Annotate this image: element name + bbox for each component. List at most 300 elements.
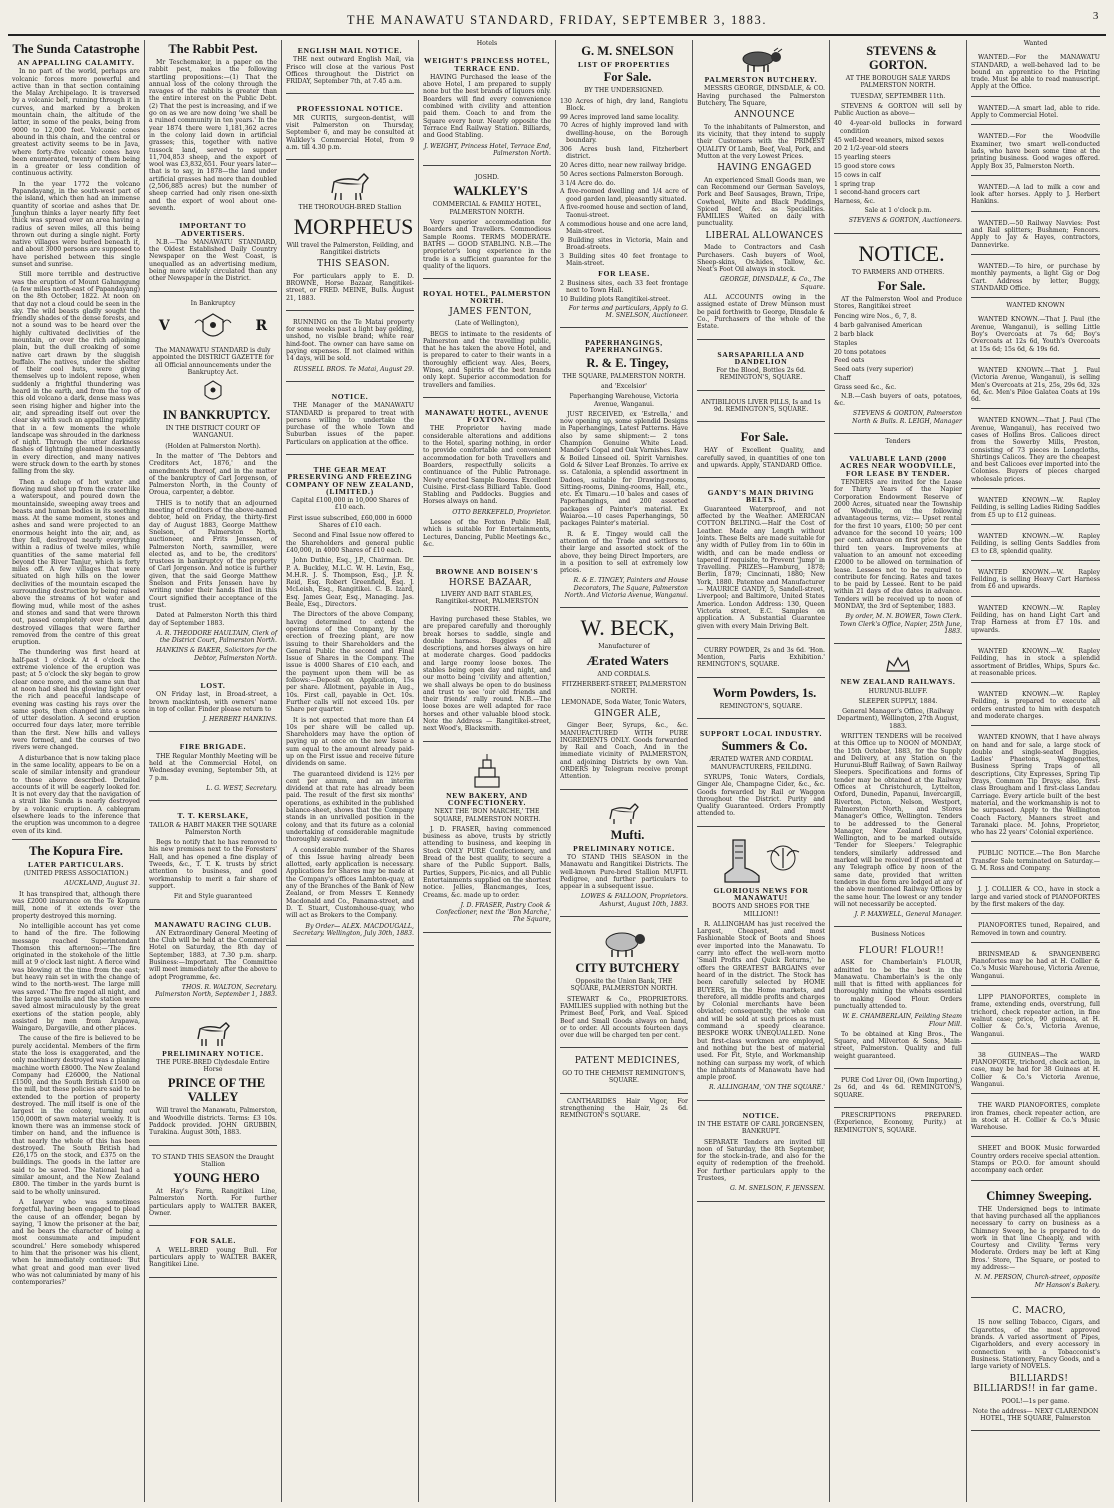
ad-title: PATENT MEDICINES, xyxy=(574,1056,681,1067)
horse-icon xyxy=(602,801,646,825)
letter-v-glyph: V xyxy=(158,318,170,335)
for-sale-title: For Sale. xyxy=(740,430,789,445)
ad-gandy-belts xyxy=(697,482,825,639)
ad-title: GLORIOUS NEWS FOR MANAWATU! xyxy=(713,885,809,902)
gazette-line: The MANAWATU STANDARD is duly appointed the DISTRICT GAZETTE for all Official announcements under the Bankruptcy Act. xyxy=(152,346,274,376)
ad-title: PRELIMINARY NOTICE. xyxy=(162,1048,264,1058)
ad-lead: TO STAND THIS SEASON the Draught Stallion xyxy=(151,1153,275,1168)
ad-subtitle: AT THE BOROUGH SALE YARDS PALMERSTON NORTH. xyxy=(845,75,951,90)
ad-title: MANAWATU HOTEL, AVENUE FOXTON. xyxy=(425,407,549,425)
proprietor-name: JAMES FENTON, xyxy=(449,306,532,317)
wanted-known-ad: WANTED KNOWN.—W. Rapley Feilding, is prepared to execute all orders entrusted to him with despatch and moderate charges. xyxy=(971,687,1100,726)
ad-flour xyxy=(834,942,962,1069)
ad-body: CURRY POWDER, 2s and 3s 6d. 'Hon. Mention, Paris Exhibition.' REMINGTON'S, SQUARE. xyxy=(697,646,825,669)
ad-body: The guaranteed dividend is 12½ per cent per annum, and an interim dividend at that rate has already been paid. The result of the first six months' operations, as exhibited in the published balance-sheet, shows that the Company stands in an unrivalled position in the colony, and that its future as a colonial undertaking of considerable magnitude thoroughly assured. xyxy=(286,770,414,844)
property-item: 3 1/4 Acre do. do. xyxy=(560,179,616,187)
ad-curry xyxy=(697,643,825,678)
sheet-music-ad: SHEET and BOOK Music forwarded Country orders receive special attention. Stamps or P.O.O. for amount should accompany each order. xyxy=(971,1141,1100,1180)
ad-lead: JOSHD. xyxy=(475,174,499,182)
ad-royal-hotel xyxy=(423,283,551,398)
sale-item: Chaff xyxy=(834,375,851,383)
firm-name: C. MACRO, xyxy=(1012,1305,1066,1316)
section-label: WANTED KNOWN xyxy=(1006,302,1065,310)
horse-icon xyxy=(188,1019,238,1047)
bull-icon xyxy=(736,47,786,73)
bankruptcy-body: THIS is to notify that an adjourned meeting of creditors of the above-named debtor, held on Friday, the thirty-first day of August 1883, George Matthew Snelson, of Palmerston North, auctioneer, and Frits Jenssen, of Palmerston North, sawmiller, were elected as, and to be, the creditors' trustees in bankruptcy of the property of Carl Jorgenson. And notice is further given, that the said George Matthew Snelson and Frits Jenssen have by writing under their hands filed in this Court signified their acceptance of the trust. xyxy=(149,499,277,609)
section-label: Hotels xyxy=(476,40,498,47)
article-paragraph: In no part of the world, perhaps are volcanic forces more powerful and active than in that section containing the Malay Archipelago. It is traversed by a volcanic belt, running through it in curves, and marked by a broken mountain chain, the altitude of the latter, in some of the peaks, being from 9000 to 12,000 feet. Volcanic cones abound in this chain, and the central or greatest activity seems to be in Java, where forty-five volcanic cones have been enumerated, twenty of them being in a greater or less condition of continuous activity. xyxy=(12,68,140,178)
wedding-cake-icon xyxy=(467,753,507,789)
lease-item: 10 Building plots Rangitikei-street. xyxy=(560,295,671,303)
court-name: IN THE DISTRICT COURT OF WANGANUI. xyxy=(165,425,261,440)
stallion-name: YOUNG HERO xyxy=(173,1171,260,1186)
royal-arms-icon xyxy=(194,379,232,405)
property-item: 20 Acres ditto, near new railway bridge. xyxy=(560,161,687,169)
ad-title: IMPORTANT TO ADVERTISERS. xyxy=(179,221,247,238)
ad-signature: J. D. FRASER, Pastry Cook & Confectioner, next the 'Bon Marche,' The Square, xyxy=(435,901,551,924)
crown-crest-icon xyxy=(883,655,913,675)
ad-signature: STEVENS & GORTON, Palmerston North & Bulls. R. LEIGH, Manager xyxy=(852,410,962,425)
ad-tail: ALL ACCOUNTS owing in the assigned estate of Drew Munson must be paid forthwith to George, Dinsdale & Co., Purchasers of the whole of the Estate. xyxy=(697,294,825,331)
article-paragraph: In the year 1772 the volcano Papandayang, in the south-west part of the island, which then had an immense quantity of scoriae and ashes that Dr. Junghun thinks a layer nearly fifty feet thick was spread over an area having a radius of seven miles, all this being thrown out during a single night. Forty native villages were buried beneath it, and about 3000 persons are supposed to have perished between this single sunset and sunrise. xyxy=(12,180,140,269)
court-sub: (Holden at Palmerston North). xyxy=(165,442,261,450)
ad-farmers-notice xyxy=(834,238,962,434)
in-bankruptcy-title: IN BANKRUPTCY. xyxy=(162,408,271,423)
ad-railways xyxy=(834,648,962,927)
ad-young-hero xyxy=(149,1150,277,1227)
sale-item: Fencing wire Nos., 6, 7, 8. xyxy=(834,313,917,321)
ad-title: PROFESSIONAL NOTICE. xyxy=(296,104,404,114)
ad-summers xyxy=(697,723,825,827)
ad-body: Made to Contractors and Cash Purchasers. Cash buyers of Wool, Sheep-skins, Ox-hides, Tallow, &c. Neat's Foot Oil always in stock. xyxy=(697,244,825,274)
wanted-known-ad: WANTED KNOWN.—W. Rapley Feilding, is selling Ladies Riding Saddles from £5 up to £12 guineas. xyxy=(971,493,1100,525)
ad-lead: THE PURE-BRED Clydesdale Entire Horse xyxy=(156,1058,270,1074)
ad-bankruptcy xyxy=(149,296,277,671)
ad-signature: GEORGE, DINSDALE, & Co., The Square. xyxy=(719,276,825,291)
ad-body: Will travel the Palmerston, Feilding, and Rangitikei districts xyxy=(286,241,414,256)
ad-title: LOST. xyxy=(200,681,226,690)
ad-macro-tobacco xyxy=(971,1302,1100,1431)
ad-body: WRITTEN TENDERS will be received at this Office up to NOON of MONDAY, the 15th October, 1883, for the Supply and Delivery, at any Station on the Hurunui-Bluff Railway, of Sawn Railway Sleepers. Specifications and forms of tender may be obtained at the Railway Offices at Christchurch, Lyttelton, Oxford, Dunedin, Papanui, Invercargill, Riverton, Picton, Nelson, Westport, Palmerston North, and Stores Manager's Office, Wellington. Tenders to be addressed to the General Manager, New Zealand Railways, Wellington, and to be marked outside 'Tender for Sleepers.' Telegraphic tenders, similarly addressed and marked will be received if presented at any Telegraph office by noon of the same date, provided that written tenders in due form are lodged at any of the above mentioned Railway Offices by the same hour. The lowest or any tender will not necessarily be accepted. xyxy=(834,733,962,908)
piano-ad: J. J. COLLIER & CO., have in stock a large and varied stock of PIANOFORTES by the first makers of the day. xyxy=(971,882,1100,914)
ad-signature: THOS. R. WALTON, Secretary. Palmerston North, September 1, 1883. xyxy=(155,983,277,999)
for-sale-title: For Sale. xyxy=(603,70,652,85)
stock-item: 15 cows in calf xyxy=(834,171,881,179)
ad-signature: R. ALLINGHAM, 'ON THE SQUARE.' xyxy=(708,1084,825,1092)
piano-ad: LIPP PIANOFORTES, complete in frame, extending ends, overstrung, full trichord, check repeater action, in fine walnut case; price, 90 guineas, at H. Collier & Co.'s, Victoria Avenue, Wanganui. xyxy=(971,990,1100,1044)
ad-title: T. T. KERSLAKE, xyxy=(177,811,249,821)
ad-title: NOTICE. xyxy=(331,391,369,401)
ad-valuable-land xyxy=(834,448,962,644)
for-sale-title: For Sale. xyxy=(877,278,926,293)
capital-line: Capital £100,000 in 10,000 Shares of £10 each. xyxy=(291,497,409,512)
product-line: LEMONADE, Soda Water, Tonic Waters, xyxy=(561,698,687,706)
ad-new-bakery xyxy=(423,746,551,933)
ad-body: R. & E. Tingey would call the attention of the Trade and settlers to their large and assorted stock of the above, they being Direct Importers, are in a position to sell at extremely low prices. xyxy=(560,530,688,575)
ad-lead: AT the Palmerston Wool and Produce Stores, Rangitikei street xyxy=(834,295,962,311)
ad-season: THIS SEASON. xyxy=(317,259,390,270)
property-item: 99 Acres improved land same locality. xyxy=(560,113,679,121)
wanted-ad: WANTED.—A smart lad, able to ride. Apply to Commercial Hotel. xyxy=(971,101,1100,126)
ad-body: BEGS to intimate to the residents of Palmerston and the travelling public, that he has taken the above Hotel, and is prepared to cater to their wants in a thoroughly efficient way. Ales, Beers, Wines, and Spirits of the best brands only kept. Superior accommodation for travellers and families. xyxy=(423,330,551,389)
ad-estate-notice xyxy=(697,1105,825,1202)
ad-tingey xyxy=(560,332,688,608)
ad-body: Ginger Beer, Syrups, &c., &c. MANUFACTURED WITH PURE INGREDIENTS ONLY. Goods forwarded by Rail and Coach, And in the immediate vicinity of PALMERSTON, and adjoining Districts by own Van. ORDERS by Telegram receive prompt Attention. xyxy=(560,722,688,781)
property-item: A five-roomed dwelling and 1/4 acre of good garden land, pleasantly situated. xyxy=(560,188,688,203)
ad-body: MESSRS GEORGE, DINSDALE, & CO. Having purchased the Palmerston Butchery, The Square, xyxy=(697,85,825,107)
ad-body: TO STAND THIS SEASON in the Manawatu and Rangitikei Districts. The well-known Pure-bred Stallion MUFTI. Pedigree, and further particulars to appear in a subsequent issue. xyxy=(560,853,688,891)
boot-cut xyxy=(697,838,825,884)
ad-body: Second and Final Issue now offered to the Shareholders and general public £40,000, in 4000 Shares of £10 each. xyxy=(286,532,414,554)
divider xyxy=(12,839,140,840)
article-paragraph: A lawyer who was sometimes forgetful, having been engaged to plead the cause of an offender, began by saying, 'I know the prisoner at the bar, and he bears the character of being a most consummate and impudent scoundrel.' Here somebody whispered to him that the prisoner was his client, when he immediately continued: 'But what great and good man ever lived who was not calumniated by many of his contemporaries?' xyxy=(12,1198,140,1287)
stallion-name: MORPHEUS xyxy=(293,213,414,239)
ad-body: An experienced Small Goods man, we can Recommend our German Saveloys, Pork and Beef Sausages, Brawn, Tripe, Cowheel, White and Black Puddings, Spiced Beef, &c. as Specialities. FAMILIES Waited on daily with punctuality. xyxy=(697,176,825,228)
ad-body: HAVING Purchased the lease of the above Hotel, I am prepared to supply none but the best brands of liquors only. Boarders will find every convenience combined with civility and attention paid them. Coach to and from the Square every hour. Nearly opposite the Terrace End Railway Station. Billiards, and Good Stabling. xyxy=(423,73,551,140)
ad-signature: RUSSELL BROS. Te Matai, August 29. xyxy=(293,365,414,373)
ad-title: MANAWATU RACING CLUB. xyxy=(154,919,272,929)
ad-subtitle: BOOTS AND SHOES FOR THE MILLION!! xyxy=(712,903,810,918)
stock-item: 40 4-year-old bullocks in forward condition xyxy=(834,120,962,135)
article-paragraph: A disturbance that is now taking place in the same locality, appears to be on a scale of similar intensity and grandeur to those above described. Detailed accounts of it will be eagerly looked for. It is not every day that the navigation of a strait like Sunda is nearly destroyed by a volcanic eruption. A cablegram elsewhere leads to the inference that the eruption was uncommon to a degree even of its kind. xyxy=(12,754,140,835)
ad-body: THE Proprietor having made considerable alterations and additions to the Hotel, sparing nothing, in order to provide comfortable and convenient accommodation for both Travellers and Boarders, respectfully solicits a continuance of the Public Patronage. Newly erected Sample Rooms. Excellent Cuisine. First-class Billiard Table. Good Stabling and Paddocks. Buggies and Horses always on hand. xyxy=(423,425,551,506)
bankruptcy-signature: A. R. THEODORE HAULTAIN, Clerk of the District Court, Palmerston North. xyxy=(156,629,277,645)
ad-signature: LOWES & FALLOON, Proprietors. Ashurst, August 10th, 1883. xyxy=(581,893,688,908)
ad-body: SEPARATE Tenders are invited till noon of Saturday, the 8th September, for the stock-in-trade, and also for the equity of redemption of the freehold. For further particulars apply to the Trustees, xyxy=(697,1138,825,1183)
ad-body: Having purchased these Stables, we are prepared carefully and thoroughly break horses to saddle, single and double harness. Buggies of all descriptions, and horses always on hire at moderate charges. Good paddocks and large roomy loose boxes. The stables being open day and night, and our motto being 'civility and attention,' we shall always be open to do business and trust to see 'our old friends and their friends' rally round. N.B.—The loose boxes are well adapted for race horses and other valuable blood stock. Note the Address — Rangitikei-street, next Wood's, Blacksmith. xyxy=(423,615,551,733)
sale-time: Sale at 1 o'clock p.m. xyxy=(864,206,932,214)
ad-subtitle: HURUNUI-BLUFF. xyxy=(868,687,928,695)
hotel-name: WALKLEY'S xyxy=(453,184,528,199)
horse-icon xyxy=(322,171,378,201)
article-paragraph: It has transpired that, although there was £2000 insurance on the Te Kopura mill, none of it extends over the property destroyed this morning. xyxy=(12,890,140,920)
ad-title: FLOUR! FLOUR!! xyxy=(858,945,945,956)
ad-body: HAY of Excellent Quality, and carefully saved, in quantities of one ton and upwards. Apply, STANDARD Office. xyxy=(697,447,825,469)
firm-address: Note the address— NEXT CLARENDON HOTEL, THE SQUARE, Palmerston xyxy=(972,1407,1099,1423)
property-item: 3 Building sites 40 feet frontage to Main-street. xyxy=(560,252,688,268)
stock-item: 1 second-hand grocers cart xyxy=(834,189,921,197)
horse-cut xyxy=(286,171,414,201)
ad-stallion-prince xyxy=(149,1012,277,1146)
ad-signature: N. M. PERSON, Church-street, opposite Mr Hanson's Bakery. xyxy=(974,1274,1100,1289)
ad-body: JUST RECEIVED, ex 'Estrella,' and now opening up, some splendid Designs in Paperhangings, Latest Patterns. Have also by same shipment:— 2 tons Champion Genuine White Lead. Mander's Copal and Oak Varnishes. Raw & Boiled Linseed oil. Spirit Varnishes. Gold & Silver Leaf Bronzes. To arrive ex ss. Catalonia, a splendid assortment in Dadoes, suitable for Drawing-rooms, Sitting-rooms, Dining-rooms, Hall, etc., etc. Ex Timaru.—10 bales and cases of Paperhangings, and 200 assorted packages of Painter's material. Ex Waiaroa.—10 cases Paperhangings, 50 packages Painter's material. xyxy=(560,410,688,528)
press-association: (UNITED PRESS ASSOCIATION.) xyxy=(23,870,129,878)
ad-body: SYRUPS, Tonic Waters, Cordials, Ginger Ale, Champagne Cider, &c., &c. Goods forwarded by Rail or Waggon throughout the District. Purity and Quality Guaranteed. Orders Promptly attended to. xyxy=(697,773,825,818)
column-3 xyxy=(282,40,419,1502)
property-item: 50 Acres sections Palmerston Borough. xyxy=(560,170,684,178)
ad-body: THE Regular Monthly Meeting will be held at the Commercial Hotel, on Wednesday evening, September 5th, at 7 p.m. xyxy=(149,752,277,782)
sheep-icon xyxy=(598,928,650,958)
ad-body: PURE Cod Liver Oil, (Own Importing,) 2s 6d, and 4s 6d. REMINGTON'S, SQUARE. xyxy=(834,1077,962,1099)
firm-excelsior: and 'Excelsior' xyxy=(601,383,647,390)
wanted-known-ad: WANTED KNOWN.—That J. Paul (The Avenue, Wanganui), has received two cases of Hollins Bros. Calicoes direct from the Sowerby Mills, Preston, consisting of 73 pieces in Longcloths, Shirtings Calicos. They are the cheapest and best Calicoes ever imported into the Colonies. Buyers of pieces charged wholesale prices. xyxy=(971,413,1100,489)
ad-city-butchery xyxy=(560,921,688,1048)
product-line: GINGER ALE, xyxy=(594,708,661,719)
property-item: 130 Acres of high, dry land, Rangiotu Block. xyxy=(560,97,688,112)
section-label: Tenders xyxy=(885,437,911,445)
ad-title: GANDY'S MAIN DRIVING BELTS. xyxy=(707,488,815,505)
ad-body: THE Undersigned begs to intimate that having purchased all the appliances necessary to carry on business as a Chimney Sweep, he is prepared to do work in that line Cheaply, and with Courtesy and Civility. Terms very Moderate. Orders may be left at King Bros.' Store, The Square, or posted to my address:— xyxy=(971,1205,1100,1272)
article-paragraph: Then a deluge of hot water and flowing mud shot up from the crater like a waterspout, and poured down the mountainside, sweeping away trees and beasts and human bodies in its seething mass. At the same moment, stones and ashes and sand were projected to an enormous height into the air, and, as they fell, destroyed nearly everything within a radius of twelve miles, while quantities of the same material fell beyond the River Tanjur, which is forty miles off. A few villages that were situated on high hills on the lower declivities of the mountain escaped the surrounding destruction by being raised above the streams of hot water and flowing mud, while most of the ashes and stones and sand that were thrown out, passed completely over them, and destroyed villages that were farther removed from the centre of this great eruption. xyxy=(12,478,140,647)
proprietor-late: (Late of Wellington), xyxy=(454,320,520,328)
ad-signature: L. G. WEST, Secretary. xyxy=(206,784,277,792)
ad-lead: THE THOROUGH-BRED Stallion xyxy=(298,204,402,212)
ad-subtitle: HAVING ENGAGED xyxy=(717,163,812,174)
masthead-title: THE MANAWATU STANDARD, FRIDAY, SEPTEMBER 3, 1883. xyxy=(346,12,768,27)
ad-body: At Hay's Farm, Rangitikei Line, Palmerston North. For further particulars apply to WALTER BAKER, Owner. xyxy=(149,1188,277,1218)
column-2 xyxy=(145,40,282,1502)
column-7 xyxy=(830,40,967,1502)
ad-title: THE GEAR MEAT PRESERVING AND FREEZING COMPANY OF NEW ZEALAND, (LIMITED.) xyxy=(286,465,414,496)
rail-office: General Manager's Office, (Railway Department), Wellington, 27th August, 1883. xyxy=(837,708,959,730)
ad-title: NEW ZEALAND RAILWAYS. xyxy=(840,677,956,687)
ad-subtitle: BY THE UNDERSIGNED. xyxy=(584,87,664,95)
sale-date: TUESDAY, SEPTEMBER 11th. xyxy=(850,92,946,100)
ad-body: Guaranteed Waterproof, and not affected by the Weather. AMERICAN COTTON BELTING.—Half the Cost of Leather. Made any Length without Joints. These Belts are made suitable for any width of Pulley from 1in to 60in in width, and can be made endless or tapered if requisite, to Prevent 'Jump' in Travelling. PRIZES—Hamburg, 1878; Berlin, 1879; Cincinnati, 1880; New York, 1880. Patentee and Manufacturer— MAURICE GANDY, 5, Sandell-street, Liverpool; and Baltimore, United States America. London Address: 130, Queen Victoria street, E.C. Samples on application. A Substantial Guarantee given with every Main Driving Belt. xyxy=(697,505,825,630)
ad-sarsaparilla xyxy=(697,344,825,391)
property-item: 70 Acres of highly improved land with dwelling-house, on the Borough boundary. xyxy=(560,122,688,145)
page-number: 3 xyxy=(1092,10,1100,22)
ad-body: TENDERS are invited for the Lease for Thirty Years of the Napier Corporation Endowment Reserve of 2000 Acres, situated near the Township of Woodville, on the following advantageous terms, viz:— Upset rental for the first 10 years, £100; 50 per cent advance for the second 10 years; 100 per cent. advance on first price for the third ten years. Improvements at valuation to an amount not exceeding £2000 to be allowed on termination of lease. Lessees not to be required to contribute for fencing. Rates and taxes to be paid by Lessee. Rent to be paid within 21 days of due dates in advance. Tenders will be received up to noon of MONDAY, the 3rd of September, 1883. xyxy=(834,478,962,611)
article-paragraph: Mr Teschemaker, in a paper on the rabbit pest, makes the following startling propositions:—(1) That the annual loss of the colony through the ravages of the rabbits is greater than the entire interest on the Public Debt. (2) That the pest is increasing, and if we go on as we are now doing 'we shall be a ruined community in ten years.' In the year 1874 there were 1,181,362 acres in the colony laid down in artificial grasses; this, together with native tussock land, served to support 11,704,853 sheep, and the export of wool was £3,832,651. Four years later—that is to say, in 1878—the land under artificial grasses had more than doubled (2,506,885 acres) but the number of sheep carried had only risen one-sixth and the export of wool about one-seventh. xyxy=(149,59,277,212)
ad-body: AN Extraordinary General Meeting of the Club will be held at the Commercial Hotel on Saturday, the 8th day of September, 1883, at 7.30 p.m. sharp. Business:—Important. The Committee will meet immediately after the above to adopt Programme, &c. xyxy=(149,929,277,981)
ad-morpheus xyxy=(286,164,414,311)
royal-arms-pair xyxy=(149,311,277,343)
ad-cantharides: CANTHARIDES Hair Vigor, For strengthening the Hair, 2s 6d. REMINGTON'S SQUARE. xyxy=(560,1097,688,1120)
ad-body: MR CURTIS, surgeon-dentist, will visit Palmerston on Thursday, September 6, and may be consulted at Walkley's Commercial Hotel, from 9 a.m. till 4.30 p.m. xyxy=(286,114,414,151)
ad-title: NEW BAKERY, AND CONFECTIONERY. xyxy=(446,790,528,807)
column-1 xyxy=(8,40,145,1502)
section-label: In Bankruptcy xyxy=(190,299,236,307)
ad-walkleys xyxy=(423,170,551,279)
ad-subtitle: SLEEPER SUPPLY, 1884. xyxy=(858,697,938,705)
ad-allingham-boots xyxy=(697,831,825,1101)
ad-signature: For terms and particulars, Apply to G. M. SNELSON, Auctioneer. xyxy=(568,304,688,319)
ad-prescriptions: PRESCRIPTIONS PREPARED. (Experience, Economy, Purity.) at REMINGTON'S, SQUARE. xyxy=(834,1111,962,1134)
ad-body: R. ALLINGHAM has just received the Largest, Cheapest, and most Fashionable Stock of Boots and Shoes ever imported into the Manawatu. To carry into effect the well-worn motto 'Small Profits and Quick Returns,' he offers the GREATEST BARGAINS ever heard of in the district. The Stock has been carefully selected by HOME BUYERS, in the Home markets, and therefore, all middle profits and charges by Colonial merchants have been obviated; consequently, the whole can and will be sold at such prices as must command a speedy clearance. BESPOKE WORK UNEQUALLED. None but first-class workmen are employed, and nothing but the best of material used. For Fit, Style, and Workmanship nothing can surpass my work, of which the inhabitants of Manawatu have had ample proof. xyxy=(697,920,825,1082)
ad-notice-manager xyxy=(286,386,414,455)
ad-body: A considerable number of the Shares of this Issue having already been allotted, early application is necessary. Applications for Shares may be made at the Company's offices Lambton-quay, at any of the Branches of the Bank of New Zealand, or from Messrs T. Kennedy Macdonald and Co., Panama-street, and D. T. Stuart, Customhouse-quay, who will act as Brokers to the Company. xyxy=(286,846,414,920)
wanted-ad: WANTED.—A lad to milk a cow and look after horses. Apply to J. Herbert Hankins. xyxy=(971,180,1100,212)
ad-liver-pills xyxy=(697,395,825,423)
ad-manawatu-hotel xyxy=(423,402,551,557)
article-paragraph: No intelligible account has yet come to hand of the fire. The following message reached Superintendant Thomson this afternoon:—'The fire originated in the stokehole of the little mill at 9 o'clock last night. A fierce wind was blowing at the time from the east; but heavy rain set in with the change of wind to the north-west. The large mill was saved.' The fire raged all night, and the large sawmills and the station were saved almost miraculously by the great exertions of the station people, ably assisted by men from Arapawa, Waingaro, Dargaville, and other places. xyxy=(12,922,140,1033)
sale-item: Feed oats xyxy=(834,357,865,365)
ad-signature: OTTO BERKEFELD, Proprietor. xyxy=(452,508,551,516)
firm-name: W. BECK, xyxy=(580,615,675,641)
ad-body: To the inhabitants of Palmerston, and its vicinity, that they intend to supply their Customers with the PRIMEST QUALITY Of Lamb, Beef, Veal, Pork, and Mutton at the very Lowest Prices. xyxy=(697,123,825,160)
sale-item: Grass seed &c., &c. xyxy=(834,383,897,391)
ad-mufti xyxy=(560,794,688,917)
ad-body: The Directors of the above Company, having determined to extend the operations of the Company, by the erection of freezing plant, are now issuing to their Shareholders and the General Public the second and Final Issue of Shares in the Company. The issue is 4000 Shares of £10 each, and the payment upon them will be as follows:—Deposit on Application, 15s per share. Allotment, payable in Aug., 10s. First call, payable in Oct. 10s. Further calls will not exceed 10s. per Share per quarter. xyxy=(286,611,414,714)
stock-item: 15 good store cows xyxy=(834,162,895,170)
ad-stevens-gorton xyxy=(834,40,962,234)
ad-running xyxy=(286,315,414,382)
ad-signature: By Order— ALEX. MACDOUGALL, Secretary. Wellington, July 30th, 1883. xyxy=(292,922,414,937)
property-item: A five-roomed house and section of land, Taonui-street. xyxy=(560,204,688,219)
ad-weights-hotel xyxy=(423,50,551,166)
ad-gear-meat xyxy=(286,459,414,946)
ad-bull xyxy=(149,1230,277,1277)
ad-body: ASK for Chamberlain's FLOUR, admitted to be the best in the Manawatu. Chamberlain's is the only mill that is fitted with appliances for thoroughly mixing the wheats essential to making Good Flour. Orders punctually attended to. xyxy=(834,959,962,1010)
bankruptcy-date: Dated at Palmerston North this third day of September 1883. xyxy=(149,612,277,627)
column-5 xyxy=(556,40,693,1502)
stallion-name: PRINCE OF THE VALLEY xyxy=(167,1076,266,1105)
ad-horse-bazaar xyxy=(423,561,551,741)
bakery-cut xyxy=(423,753,551,789)
ad-signature: J. P. MAXWELL, General Manager. xyxy=(854,911,962,919)
ad-subtitle: TO FARMERS AND OTHERS. xyxy=(851,268,945,276)
article-paragraph: The thundering was first heard at half-past 1 o'clock. At 4 o'clock the extreme violence of the eruption was past; at 5 o'clock the sky began to grow clear once more, and the same sun that at noon had shed his glowing light over the rich and peaceful landscape of evening was casting his rays over the same spots, then changed into a scene of utter desolation. A second eruption occurred four days later, more terrible than the first. New hills and valleys were formed, and the courses of two rivers were changed. xyxy=(12,649,140,752)
ad-body: N.B.—The MANAWATU STANDARD, the Oldest Established Daily Country Newspaper on the West Coast, is unequalled as an advertising medium, being more widely circulated than any other Newspaper in the District. xyxy=(149,238,277,283)
ad-patent-medicines xyxy=(560,1052,688,1093)
bull-cut xyxy=(697,47,825,73)
masthead xyxy=(8,6,1106,36)
wanted-ad: WANTED.—For the MANAWATU STANDARD, a well-behaved lad to be bound an apprentice to the Printing trade. Must be able to read manuscript. Apply at the Office. xyxy=(971,50,1100,96)
headline-sunda: The Sunda Catastrophe xyxy=(12,42,140,56)
ad-racing-club xyxy=(149,914,277,1008)
wanted-ad: WANTED.—50 Railway Navvies: Post and Rail splitters; Bushmen; Fencers. Apply to Jay & Hayes, contractors, Dannevirke. xyxy=(971,216,1100,255)
piano-ad: 38 GUINEAS—The WARD PIANOFORTE, trichord, check action, in case, may be had for 38 Guineas at H. Collier & Co.'s Victoria Avenue, Wanganui. xyxy=(971,1048,1100,1094)
ad-title: BROWNE AND BOISEN'S xyxy=(435,567,539,577)
ad-title: ROYAL HOTEL, PALMERSTON NORTH. xyxy=(423,289,551,306)
ad-title: VALUABLE LAND (2000 ACRES NEAR WOODVILLE, FOR LEASE BY TENDER. xyxy=(839,454,957,478)
ad-palmerston-butchery xyxy=(697,40,825,340)
ad-subtitle: LIVERY AND BAIT STABLES, Rangitikei-street, PALMERSTON NORTH. xyxy=(435,591,539,613)
wanted-known-ad: WANTED KNOWN.—W. Rapley Feilding, is selling Gents Saddles from £3 to £8, splendid quality. xyxy=(971,529,1100,561)
ad-body: RUNNING on the Te Matai property for some weeks past a light bay gelding, unshod, no visible brand; white rear hind-foot. The owner can have same on paying expenses. If not claimed within 14 days, will be sold. xyxy=(286,318,414,363)
ad-body: IS now selling Tobacco, Cigars, and Cigarettes, of the most approved brands. A varied assortment of Pipes, Cigarholders, and every accessory in connection with a Tobacconist's Business. Stationery, Fancy Goods, and a large variety of NOVELS. xyxy=(971,1319,1100,1371)
product-name: Worm Powders, 1s. xyxy=(712,685,817,700)
first-issue-line: First issue subscribed, £60,000 in 6000 Shares of £10 each. xyxy=(287,514,413,530)
wanted-known-ad: WANTED KNOWN.—W. Rapley Feilding, is selling Heavy Cart Harness from £6 and upwards. xyxy=(971,565,1100,597)
agent-name: G. M. SNELSON xyxy=(581,44,674,58)
ad-title: FOR SALE. xyxy=(190,1236,236,1246)
ad-subtitle: TAILOR & HABIT MAKER THE SQUARE Palmerston North xyxy=(149,821,277,836)
ad-body: ANTIBILIOUS LIVER PILLS, Is and 1s 9d. REMINGTON'S, SQUARE. xyxy=(701,398,821,413)
wanted-ad: WANTED.—For the Woodville Examiner, two smart well-conducted lads, who have been some time at the printing business. Good wages offered. Apply Box 35, Palmerston North. xyxy=(971,129,1100,175)
stock-item: 45 well-bred weaners, mixed sexes xyxy=(834,136,944,144)
piano-ad: PIANOFORTES tuned, Repaired, and Removed in town and country. xyxy=(971,918,1100,943)
property-item: 306 Acres bush land, Fitzherbert district. xyxy=(560,145,688,161)
section-label: Wanted xyxy=(1023,40,1048,47)
firm-warehouse: Paperhanging Warehouse, Victoria Avenue, Wanganui. xyxy=(569,393,679,408)
ad-cod-liver-oil xyxy=(834,1073,962,1108)
dateline: AUCKLAND, August 31. xyxy=(64,880,140,888)
lease-item: 2 Business sites, each 33 feet frontage next to Town Hall. xyxy=(560,279,688,294)
wanted-ad: WANTED.—To hire, or purchase by monthly payments, a light Gig or Dog Cart. Address by letter, Buggy, STANDARD Office. xyxy=(971,259,1100,298)
firm-address: THE SQUARE, PALMERSTON NORTH. xyxy=(562,372,686,380)
ad-dentist xyxy=(286,98,414,160)
ad-body: A WELL-BRED young Bull. For particulars apply to WALTER BAKER, Rangitikei Line. xyxy=(149,1246,277,1269)
public-notice-ad: PUBLIC NOTICE.—The Bon Marche Transfer Sale terminated on Saturday.—G. M. Ross and Company. xyxy=(971,846,1100,878)
eagle-crest-icon xyxy=(763,838,803,878)
ad-fire-brigade xyxy=(149,736,277,801)
billiards-line: BILLIARDS! BILLIARDS!! in far game. xyxy=(973,1373,1098,1394)
firm-name: CITY BUTCHERY xyxy=(575,961,680,976)
ad-subtitle: LIBERAL ALLOWANCES xyxy=(705,230,824,241)
matter-text: In the matter of 'The Debtors and Creditors Act, 1876,' and the amendments thereof, and in the matter of the bankruptcy of Carl Jorgenson, of Palmerston North, in the County of Oroua, carpenter, a debtor. xyxy=(149,452,277,497)
ad-signature: G. M. SNELSON, F. JENSSEN. xyxy=(729,1185,825,1193)
ad-subtitle: ÆRATED WATER AND CORDIAL MANUFACTURERS, FEILDING. xyxy=(709,756,813,771)
ad-subtitle: IN THE ESTATE OF CARL JORGENSEN, BANKRUPT. xyxy=(697,1121,825,1136)
ad-signature: J. HERBERT HANKINS. xyxy=(203,716,277,724)
stock-item: Harness, &c. xyxy=(834,198,875,206)
ad-body: THE next outward English Mail, via Frisco will close at the various Post Offices throughout the District on FRIDAY, September 7th, at 7.45 a.m. xyxy=(286,56,414,86)
column-6 xyxy=(693,40,830,1502)
ad-body: STEWART & Co., PROPRIETORS. FAMILIES supplied with nothing but the Primest Beef, Pork, and Veal. Spiced Beef and Small Goods always on hand, or to order. All accounts fourteen days over due will be charged ten per cent. xyxy=(560,995,688,1040)
ad-body: For the Blood, Bottles 2s 6d. REMINGTON'S, SQUARE. xyxy=(716,367,806,382)
ad-subtitle: REMINGTON'S, SQUARE. xyxy=(719,702,803,710)
ad-body: GO TO THE CHEMIST REMINGTON'S, SQUARE. xyxy=(562,1069,686,1085)
ad-note: N.B.—Cash buyers of oats, potatoes, &c. xyxy=(834,392,962,407)
royal-arms-small xyxy=(149,379,277,405)
ad-chimney-sweeping xyxy=(971,1185,1100,1298)
article-paragraph: The cause of the fire is believed to be purely accidental. Members of the firm state the loss is exaggerated, and the only machinery destroyed was a planing machine worth £8000. The New Zealand Company had £26000, the National £1500, and the South British £1500 on the mill, but these policies are said to be extended to the portion of property destroyed. The mill itself is one of the largest in the colony, turning out 150,000ft of sawn material weekly. It is known there was an immense stock of timber on hand, and the influence is that nearly the whole of this has been destroyed. The South British had £26,175 on the stock, and £375 on the buildings. The goods in the latter are said to be saved. The National had a similar amount, and the New Zealand £800. The timber in the yards burnt is said to be wholly uninsured. xyxy=(12,1035,140,1196)
wanted-known-ad: WANTED KNOWN.—That J. Paul (the Avenue, Wanganui), is selling Little Boy's Overcoats at 7s 6d; Boy's Overcoats at 12s 6d, Youth's Overcoats at 15s 6d; 15s 6d, & 19s 6d. xyxy=(971,312,1100,358)
ad-tailor xyxy=(149,805,277,909)
ad-title: Chimney Sweeping. xyxy=(986,1188,1092,1203)
ad-title: WEIGHT'S PRINCESS HOTEL, TERRACE END. xyxy=(424,56,550,73)
piano-ad: BRINSMEAD & SPANGENBERG Pianofortes may be had at H. Collier & Co.'s Music Warehouse, Victoria Avenue, Wanganui. xyxy=(971,947,1100,986)
product-name: Ærated Waters xyxy=(586,653,669,668)
firm-name: Summers & Co. xyxy=(721,739,808,754)
wanted-known-ad: WANTED KNOWN, that I have always on hand and for sale, a large stock of double and single-seated Buggies, Ladies' Phaetons, Waggonettes, Business Spring Traps of all descriptions, City Expresses, Spring Tip Drays, Common Tip Drays; also, first-class Brougham and 1 first-class Landau Carriage. Every article built of the best material, and the workmanship is not to be surpassed. Apply to the Wellington Coach Factory, Manners street and Taranaki place. M. Johns, Proprietor, who has 22 years' Colonial experience. xyxy=(971,730,1100,842)
ad-signature: By order, M. N. BOWER, Town Clerk. Town Clerk's Office, Napier, 25th June, 1883. xyxy=(839,613,962,635)
ad-title: NOTICE. xyxy=(742,1110,780,1120)
ad-title: ENGLISH MAIL NOTICE. xyxy=(297,46,403,55)
section-label: Business Notices xyxy=(871,931,925,939)
notice-title: NOTICE. xyxy=(858,240,945,266)
horse-cut xyxy=(149,1019,277,1047)
ad-body: J. D. FRASER, having commenced business as above, trusts by strictly attending to business, and keeping in Stock ONLY PURE Confectionery, and Bread of the best quality, to secure a share of the Public Support. Balls, Parties, Suppers, Pic-nics, and all Public Entertainments supplied on the shortest notice. Jellies, Blancmanges, Ices, Creams, &c. made up to order. xyxy=(423,825,551,899)
ad-tail: For particulars apply to E. D. BROWNE, Horse Bazaar, Rangitikei-street, or FRED. MEINE, Bulls. August 21, 1883. xyxy=(286,272,414,302)
stock-item: 1 spring trap xyxy=(834,180,875,188)
for-lease-title: FOR LEASE. xyxy=(598,269,650,279)
boot-icon xyxy=(719,838,763,884)
ad-signature: J. WEIGHT, Princess Hotel, Terrace End, Palmerston North. xyxy=(424,142,551,157)
pool-line: POOL!—1s per game. xyxy=(1001,1397,1070,1405)
ad-tagline: Fit and Style guaranteed xyxy=(173,893,253,901)
sale-item: 2 barb black xyxy=(834,331,874,339)
ad-snelson-properties xyxy=(560,40,688,328)
royal-arms-icon xyxy=(190,311,236,343)
ad-title: PALMERSTON BUTCHERY. xyxy=(704,75,818,84)
wanted-known-ad: WANTED KNOWN.—W. Rapley Feilding, has in stock a splendid assortment of Bridles, Whips, Spurs &c. at reasonable prices. xyxy=(971,644,1100,683)
ad-signature: W. E. CHAMBERLAIN, Feilding Steam Flour Mill. xyxy=(842,1013,962,1028)
crest-cut xyxy=(834,655,962,675)
sale-item: Seed oats (very superior) xyxy=(834,366,914,374)
piano-ad: THE WARD PIANOFORTES, complete iron frames, check repeater action, are in stock at H. Collier & Co.'s Music Warehouse. xyxy=(971,1098,1100,1137)
ad-subtitle: COMMERCIAL & FAMILY HOTEL, PALMERSTON NORTH. xyxy=(432,201,542,216)
ad-signature: R. & E. TINGEY, Painters and House Decorators, The Square, Palmerston North. And Victoria Avenue, Wanganui. xyxy=(564,577,688,600)
ad-english-mail xyxy=(286,40,414,94)
ad-body: Very superior accommodation for Boarders and Travellers. Commodious Sample Rooms. TERMS MODERATE. BATHS — GOOD STABLING. N.B.—The proprietor's long experience in the trade is a sufficient guarantee for the quality of the liquors. xyxy=(423,219,551,270)
property-item: A commodious house and one acre land, Main-street. xyxy=(560,220,688,235)
firm-address: FITZHERBERT-STREET, PALMERSTON NORTH. xyxy=(561,680,687,696)
ad-title: PAPERHANGINGS, PAPERHANGINGS. xyxy=(585,338,663,355)
ad-subtitle: NEXT THE 'BON MARCHE,' THE SQUARE, PALMERSTON NORTH. xyxy=(433,808,541,823)
letter-r-glyph: R xyxy=(255,318,268,335)
headline-kopura: The Kopura Fire. xyxy=(29,843,123,858)
ad-hay xyxy=(697,426,825,478)
ad-signature: STEVENS & GORTON, Auctioneers. xyxy=(848,217,962,225)
ad-body: It is not expected that more than £4 10s per share will be called up. Shareholders may have the option of paying up at once on the new Issue a sum equal to the amount already paid-up on the First issue and receive future dividends on same. xyxy=(286,716,414,768)
stock-item: 15 yearling steers xyxy=(834,154,891,162)
ad-title: SUPPORT LOCAL INDUSTRY. xyxy=(699,729,823,739)
ad-subtitle: AND CORDIALS. xyxy=(597,670,651,678)
ad-worm-powders xyxy=(697,682,825,719)
